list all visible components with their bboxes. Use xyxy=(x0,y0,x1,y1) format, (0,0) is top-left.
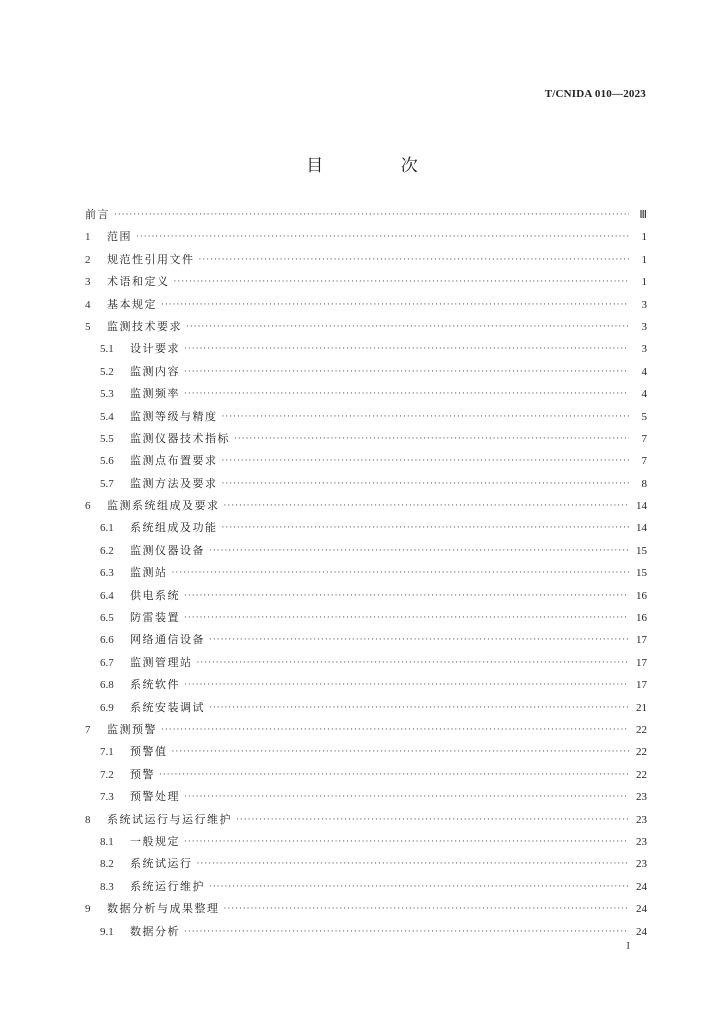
toc-entry-page: 7 xyxy=(641,432,647,445)
toc-dot-leader xyxy=(159,764,629,786)
toc-entry[interactable] xyxy=(85,450,647,472)
toc-entry[interactable] xyxy=(85,406,647,428)
page-number: I xyxy=(626,940,630,952)
toc-entry-title: 系统软件 xyxy=(130,678,180,692)
toc-entry[interactable] xyxy=(85,562,647,584)
toc-entry-number: 5.7 xyxy=(100,477,114,490)
toc-dot-leader xyxy=(222,517,630,539)
toc-dot-leader xyxy=(222,450,630,472)
toc-entry-title: 监测管理站 xyxy=(130,655,193,669)
toc-entry-page: 8 xyxy=(641,477,647,490)
toc-entry-page: 22 xyxy=(636,746,647,759)
toc-entry-number: 7.2 xyxy=(100,768,114,781)
toc-dot-leader xyxy=(184,585,629,607)
toc-entry-page: 17 xyxy=(636,634,647,647)
toc-entry-title: 网络通信设备 xyxy=(130,633,205,647)
toc-entry[interactable] xyxy=(85,831,647,853)
toc-entry-number: 7 xyxy=(85,723,91,736)
toc-entry-page: 22 xyxy=(636,768,647,781)
toc-entry-page: 23 xyxy=(636,813,647,826)
toc-entry-page: 7 xyxy=(641,455,647,468)
toc-dot-leader xyxy=(172,562,630,584)
toc-entry-title: 监测仪器设备 xyxy=(130,543,205,557)
toc-entry-page: Ⅲ xyxy=(639,209,647,221)
toc-entry-number: 6.3 xyxy=(100,567,114,580)
toc-entry[interactable] xyxy=(85,585,647,607)
toc-entry-number: 5.5 xyxy=(100,432,114,445)
toc-entry-title: 系统运行维护 xyxy=(130,879,205,893)
toc-entry[interactable] xyxy=(85,495,647,517)
toc-entry[interactable] xyxy=(85,786,647,808)
toc-dot-leader xyxy=(236,809,629,831)
toc-entry-page: 4 xyxy=(641,388,647,401)
toc-entry-title: 监测仪器技术指标 xyxy=(130,431,230,445)
toc-entry-page: 24 xyxy=(636,925,647,938)
toc-dot-leader xyxy=(184,383,629,405)
toc-entry[interactable] xyxy=(85,249,647,271)
toc-dot-leader xyxy=(234,428,629,450)
toc-entry[interactable] xyxy=(85,294,647,316)
toc-entry[interactable] xyxy=(85,674,647,696)
toc-entry[interactable] xyxy=(85,652,647,674)
toc-dot-leader xyxy=(209,540,629,562)
toc-entry[interactable] xyxy=(85,898,647,920)
toc-entry-title: 术语和定义 xyxy=(107,275,170,289)
toc-entry-number: 8.3 xyxy=(100,880,114,893)
toc-entry-title: 预警值 xyxy=(130,745,168,759)
toc-entry-page: 1 xyxy=(641,276,647,289)
toc-entry-page: 1 xyxy=(641,231,647,244)
toc-entry-number: 6.7 xyxy=(100,656,114,669)
toc-entry-page: 23 xyxy=(636,791,647,804)
toc-entry[interactable] xyxy=(85,853,647,875)
toc-entry-page: 21 xyxy=(636,701,647,714)
toc-entry-number: 9.1 xyxy=(100,925,114,938)
toc-entry-page: 17 xyxy=(636,679,647,692)
toc-entry-title: 监测内容 xyxy=(130,364,180,378)
toc-entry[interactable] xyxy=(85,741,647,763)
toc-entry-title: 供电系统 xyxy=(130,588,180,602)
toc-entry-number: 5.4 xyxy=(100,410,114,423)
toc-dot-leader xyxy=(222,473,630,495)
toc-entry[interactable] xyxy=(85,629,647,651)
toc-entry-number: 6.6 xyxy=(100,634,114,647)
toc-entry-title: 系统安装调试 xyxy=(130,700,205,714)
toc-dot-leader xyxy=(184,921,629,943)
toc-dot-leader xyxy=(224,495,630,517)
toc-entry-page: 14 xyxy=(636,522,647,535)
toc-entry-number: 6.5 xyxy=(100,612,114,625)
toc-entry-title: 数据分析 xyxy=(130,924,180,938)
toc-entry-page: 17 xyxy=(636,656,647,669)
toc-entry[interactable] xyxy=(85,428,647,450)
toc-entry-title: 防雷装置 xyxy=(130,611,180,625)
toc-entry-title: 监测技术要求 xyxy=(107,319,182,333)
toc-entry[interactable] xyxy=(85,607,647,629)
toc-entry-title: 规范性引用文件 xyxy=(107,252,195,266)
toc-entry-number: 3 xyxy=(85,276,91,289)
toc-entry-title: 系统组成及功能 xyxy=(130,521,218,535)
toc-entry-title: 设计要求 xyxy=(130,342,180,356)
toc-dot-leader xyxy=(161,294,629,316)
toc-entry-title: 监测方法及要求 xyxy=(130,476,218,490)
toc-entry-number: 7.3 xyxy=(100,791,114,804)
toc-entry-page: 3 xyxy=(641,343,647,356)
toc-dot-leader xyxy=(184,361,629,383)
toc-entry-title: 监测站 xyxy=(130,566,168,580)
toc-entry-number: 5.6 xyxy=(100,455,114,468)
toc-entry-title: 监测频率 xyxy=(130,387,180,401)
toc-entry[interactable] xyxy=(85,876,647,898)
toc-entry-title: 基本规定 xyxy=(107,297,157,311)
toc-dot-leader xyxy=(161,719,629,741)
toc-entry[interactable] xyxy=(85,226,647,248)
toc-entry[interactable] xyxy=(85,540,647,562)
toc-entry-title: 范围 xyxy=(107,230,132,244)
toc-entry-page: 5 xyxy=(641,410,647,423)
toc-entry[interactable] xyxy=(85,764,647,786)
toc-entry-title: 系统试运行 xyxy=(130,857,193,871)
toc-entry[interactable] xyxy=(85,338,647,360)
toc-dot-leader xyxy=(184,674,629,696)
toc-entry-page: 15 xyxy=(636,544,647,557)
toc-dot-leader xyxy=(172,741,630,763)
toc-entry-page: 24 xyxy=(636,880,647,893)
toc-entry-number: 8.2 xyxy=(100,858,114,871)
toc-entry-number: 8.1 xyxy=(100,835,114,848)
toc-entry-page: 1 xyxy=(641,253,647,266)
toc-entry-page: 4 xyxy=(641,365,647,378)
toc-entry-page: 14 xyxy=(636,500,647,513)
toc-entry-title: 监测系统组成及要求 xyxy=(107,499,220,513)
toc-entry-title: 预警处理 xyxy=(130,790,180,804)
toc-entry-title: 系统试运行与运行维护 xyxy=(107,812,232,826)
toc-dot-leader xyxy=(136,226,629,248)
toc-entry-page: 23 xyxy=(636,835,647,848)
toc-entry-number: 6.2 xyxy=(100,544,114,557)
toc-entry-number: 2 xyxy=(85,253,91,266)
toc-entry-number: 4 xyxy=(85,298,91,311)
toc-entry[interactable] xyxy=(85,697,647,719)
toc-entry[interactable] xyxy=(85,361,647,383)
toc-entry-page: 3 xyxy=(641,320,647,333)
toc-title: 目 次 xyxy=(306,156,454,176)
toc-entry-number: 6 xyxy=(85,500,91,513)
toc-entry-number: 5.2 xyxy=(100,365,114,378)
toc-entry-number: 5 xyxy=(85,320,91,333)
toc-entry[interactable] xyxy=(85,719,647,741)
toc-dot-leader xyxy=(209,697,629,719)
toc-entry-number: 6.8 xyxy=(100,679,114,692)
toc-entry-title: 预警 xyxy=(130,767,155,781)
toc-dot-leader xyxy=(199,249,630,271)
toc-entry[interactable] xyxy=(85,921,647,943)
toc-entry-number: 6.4 xyxy=(100,589,114,602)
toc-entry-page: 24 xyxy=(636,903,647,916)
toc-entry-title: 一般规定 xyxy=(130,834,180,848)
toc-dot-leader xyxy=(184,786,629,808)
toc-dot-leader xyxy=(209,876,629,898)
toc-entry-title: 监测等级与精度 xyxy=(130,409,218,423)
toc-entry[interactable] xyxy=(85,517,647,539)
table-of-contents xyxy=(85,204,647,943)
toc-entry[interactable] xyxy=(85,204,647,226)
toc-entry-page: 22 xyxy=(636,723,647,736)
toc-entry-number: 1 xyxy=(85,231,91,244)
toc-dot-leader xyxy=(184,831,629,853)
toc-dot-leader xyxy=(197,853,630,875)
toc-dot-leader xyxy=(184,338,629,360)
toc-entry-title: 数据分析与成果整理 xyxy=(107,902,220,916)
toc-entry-page: 16 xyxy=(636,612,647,625)
toc-entry[interactable] xyxy=(85,383,647,405)
toc-dot-leader xyxy=(114,204,629,226)
toc-entry[interactable] xyxy=(85,271,647,293)
toc-entry-title: 监测点布置要求 xyxy=(130,454,218,468)
toc-dot-leader xyxy=(222,406,630,428)
toc-entry-number: 9 xyxy=(85,903,91,916)
toc-entry-page: 3 xyxy=(641,298,647,311)
toc-dot-leader xyxy=(186,316,629,338)
toc-entry[interactable] xyxy=(85,316,647,338)
toc-entry-page: 15 xyxy=(636,567,647,580)
toc-entry-title: 监测预警 xyxy=(107,722,157,736)
toc-entry-number: 8 xyxy=(85,813,91,826)
toc-entry-page: 23 xyxy=(636,858,647,871)
toc-entry-number: 5.1 xyxy=(100,343,114,356)
toc-entry[interactable] xyxy=(85,809,647,831)
toc-entry-title: 前言 xyxy=(85,208,110,221)
toc-entry-number: 6.1 xyxy=(100,522,114,535)
toc-dot-leader xyxy=(174,271,630,293)
toc-dot-leader xyxy=(197,652,630,674)
toc-dot-leader xyxy=(184,607,629,629)
document-code: T/CNIDA 010—2023 xyxy=(544,88,646,100)
toc-entry[interactable] xyxy=(85,473,647,495)
toc-entry-number: 6.9 xyxy=(100,701,114,714)
toc-entry-number: 7.1 xyxy=(100,746,114,759)
toc-entry-number: 5.3 xyxy=(100,388,114,401)
toc-dot-leader xyxy=(209,629,629,651)
toc-dot-leader xyxy=(224,898,630,920)
toc-entry-page: 16 xyxy=(636,589,647,602)
